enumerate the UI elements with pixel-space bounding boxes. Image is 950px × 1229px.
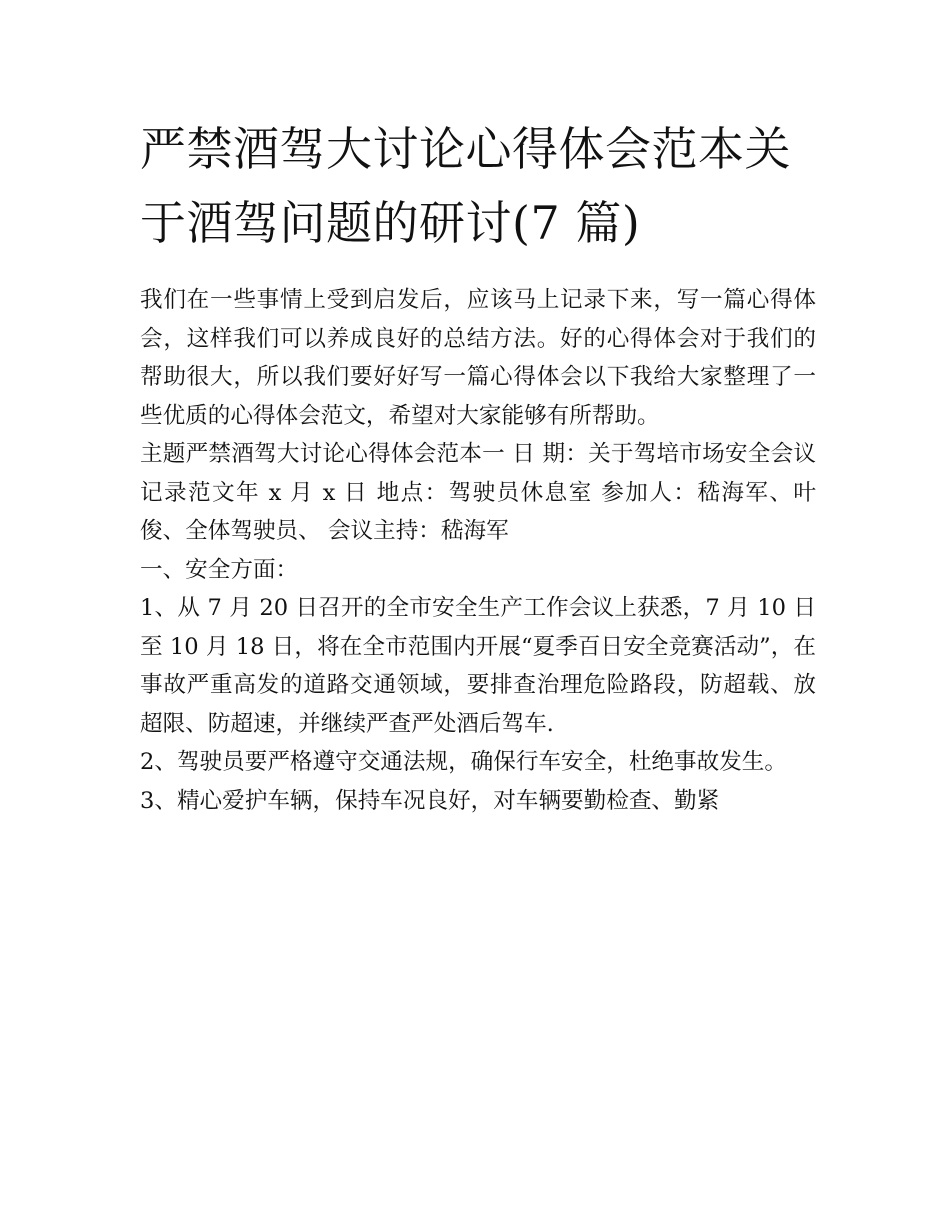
intro-paragraph: 我们在一些事情上受到启发后，应该马上记录下来，写一篇心得体会，这样我们可以养成良好的总结方法。好的心得体会对于我们的帮助很大，所以我们要好好写一篇心得体会以下我给大家整理了一些优质的心得体会范文，希望对大家能够有所帮助。	[140, 287, 816, 429]
list-item-2: 2、驾驶员要严格遵守交通法规，确保行车安全，杜绝事故发生。	[140, 749, 787, 775]
section-heading-safety: 一、安全方面：	[140, 556, 299, 583]
meeting-info-paragraph: 主题严禁酒驾大讨论心得体会范本一 日 期：关于驾培市场安全会议记录范文年 x 月 x 日 地点：驾驶员休息室 参加人：嵇海军、叶俊、全体驾驶员、 会议主持：嵇海军	[140, 441, 816, 544]
list-item-1: 1、从 7 月 20 日召开的全市安全生产工作会议上获悉，7 月 10 日至 10 月 18 日，将在全市范围内开展“夏季百日安全竞赛活动”，在事故严重高发的道路交通领域，要排查治理危险路段，防超载、放超限、防超速，并继续严查严处酒后驾车.	[140, 595, 816, 737]
list-item-3: 3、精心爱护车辆，保持车况良好，对车辆要勤检查、勤紧	[140, 787, 720, 814]
document-title: 严禁酒驾大讨论心得体会范本关于酒驾问题的研讨(7 篇)	[140, 122, 791, 250]
document-body	[140, 281, 816, 820]
